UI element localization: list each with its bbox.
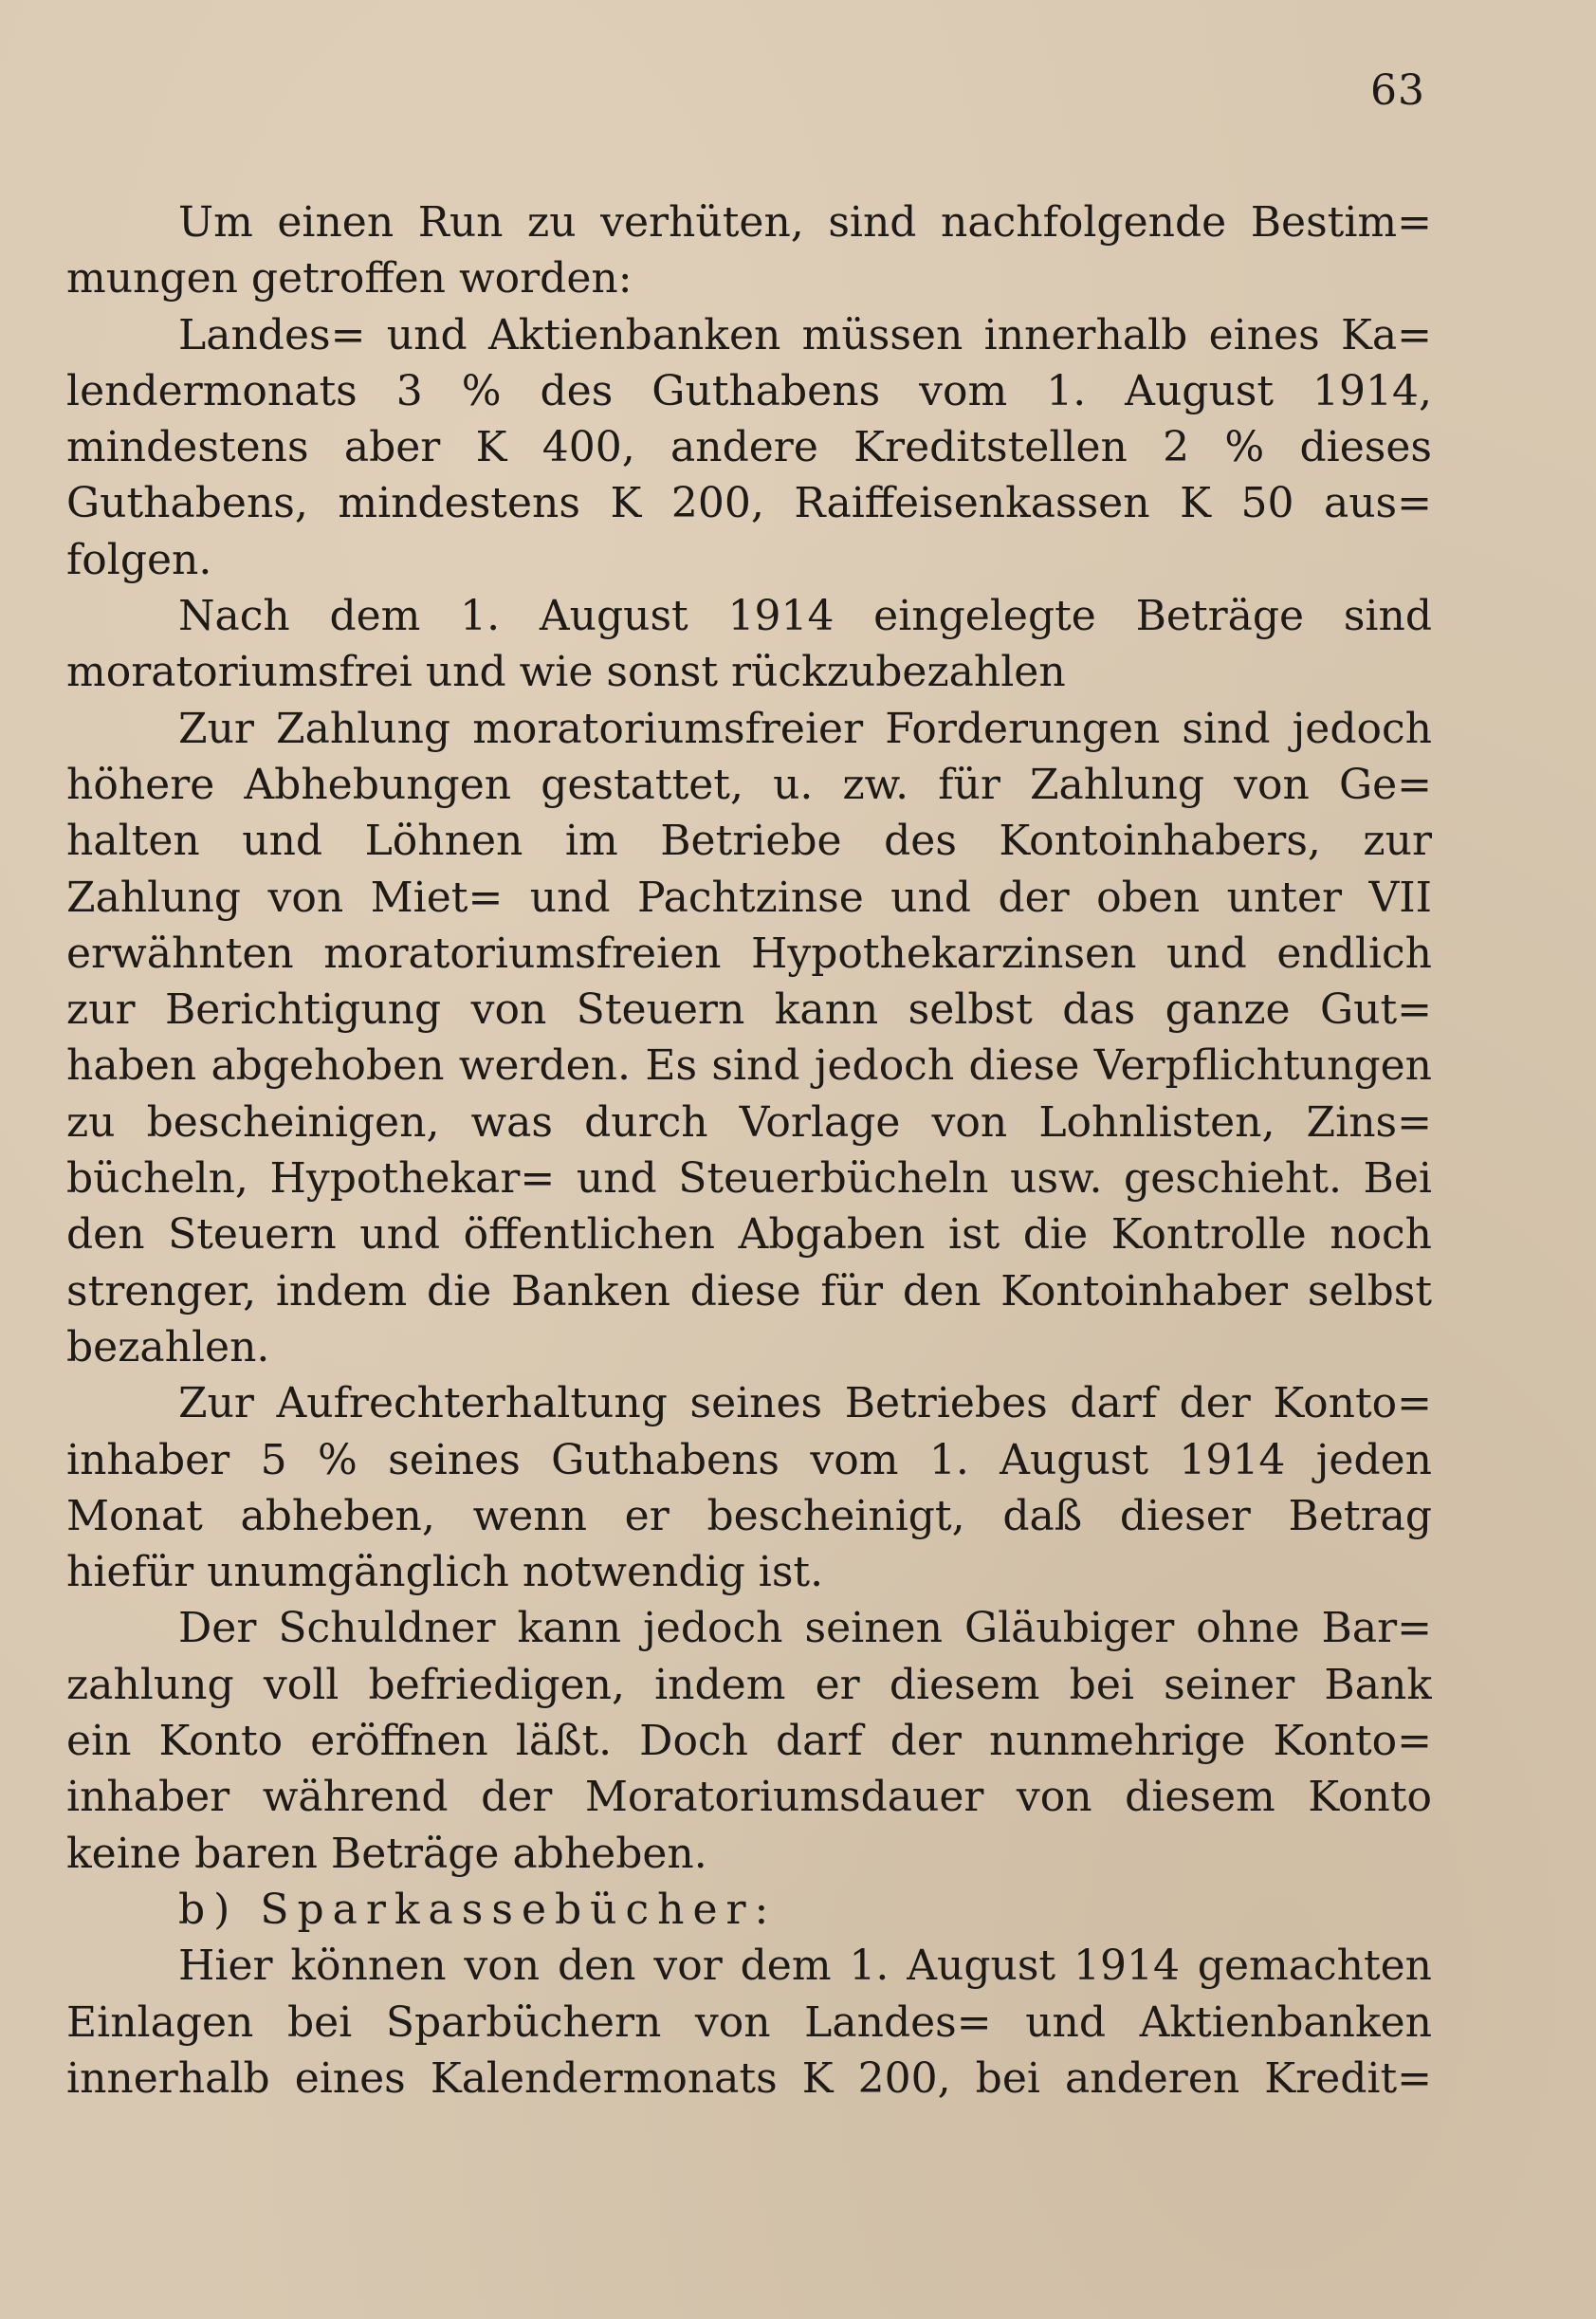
text-line: inhaber während der Moratoriumsdauer von diesem Konto: [66, 1773, 1432, 1822]
text-line: strenger, indem die Banken diese für den Kontoinhaber selbst: [66, 1266, 1432, 1316]
text-line: moratoriumsfrei und wie sonst rückzubezahlen: [66, 648, 1066, 697]
text-line: zu bescheinigen, was durch Vorlage von Lohnlisten, Zins=: [66, 1097, 1432, 1147]
text-line: halten und Löhnen im Betriebe des Kontoinhabers, zur: [66, 817, 1432, 866]
text-line: Guthabens, mindestens K 200, Raiffeisenkassen K 50 aus=: [66, 479, 1432, 528]
text-line: ein Konto eröffnen läßt. Doch darf der nunmehrige Konto=: [66, 1717, 1432, 1766]
text-line: zur Berichtigung von Steuern kann selbst das ganze Gut=: [66, 985, 1432, 1035]
text-line: zahlung voll befriedigen, indem er diesem bei seiner Bank: [66, 1660, 1432, 1709]
text-line: bücheln, Hypothekar= und Steuerbücheln usw. geschieht. Bei: [66, 1154, 1432, 1204]
text-line: Der Schuldner kann jedoch seinen Gläubiger ohne Bar=: [178, 1604, 1432, 1653]
text-line: mindestens aber K 400, andere Kreditstellen 2 % dieses: [66, 423, 1432, 472]
text-line: lendermonats 3 % des Guthabens vom 1. August 1914,: [66, 366, 1432, 415]
text-line: folgen.: [66, 535, 212, 584]
text-line: haben abgehoben werden. Es sind jedoch diese Verpflichtungen: [66, 1041, 1432, 1091]
text-line: Zur Aufrechterhaltung seines Betriebes darf der Konto=: [178, 1379, 1432, 1428]
text-line: Hier können von den vor dem 1. August 1914 gemachten: [178, 1942, 1432, 1991]
text-line: Landes= und Aktienbanken müssen innerhalb eines Ka=: [178, 310, 1432, 359]
section-heading: b) Sparkassebücher:: [178, 1885, 778, 1934]
text-line: erwähnten moratoriumsfreien Hypothekarzinsen und endlich: [66, 929, 1432, 978]
text-line: Nach dem 1. August 1914 eingelegte Beträge sind: [178, 592, 1432, 641]
text-line: Um einen Run zu verhüten, sind nachfolgende Bestim=: [178, 198, 1432, 247]
text-line: innerhalb eines Kalendermonats K 200, bei anderen Kredit=: [66, 2053, 1432, 2103]
text-line: mungen getroffen worden:: [66, 254, 633, 304]
text-line: Monat abheben, wenn er bescheinigt, daß dieser Betrag: [66, 1491, 1432, 1540]
text-line: Zur Zahlung moratoriumsfreier Forderungen sind jedoch: [178, 704, 1432, 753]
page-number: 63: [1370, 66, 1425, 115]
body-text: [66, 194, 1432, 2107]
text-line: bezahlen.: [66, 1322, 270, 1371]
text-line: den Steuern und öffentlichen Abgaben ist die Kontrolle noch: [66, 1210, 1432, 1260]
text-line: inhaber 5 % seines Guthabens vom 1. August 1914 jeden: [66, 1435, 1432, 1484]
text-line: Einlagen bei Sparbüchern von Landes= und Aktienbanken: [66, 1997, 1432, 2047]
text-line: höhere Abhebungen gestattet, u. zw. für Zahlung von Ge=: [66, 760, 1432, 809]
text-line: keine baren Beträge abheben.: [66, 1829, 707, 1878]
text-line: hiefür unumgänglich notwendig ist.: [66, 1548, 824, 1597]
text-line: Zahlung von Miet= und Pachtzinse und der oben unter VII: [66, 873, 1432, 922]
